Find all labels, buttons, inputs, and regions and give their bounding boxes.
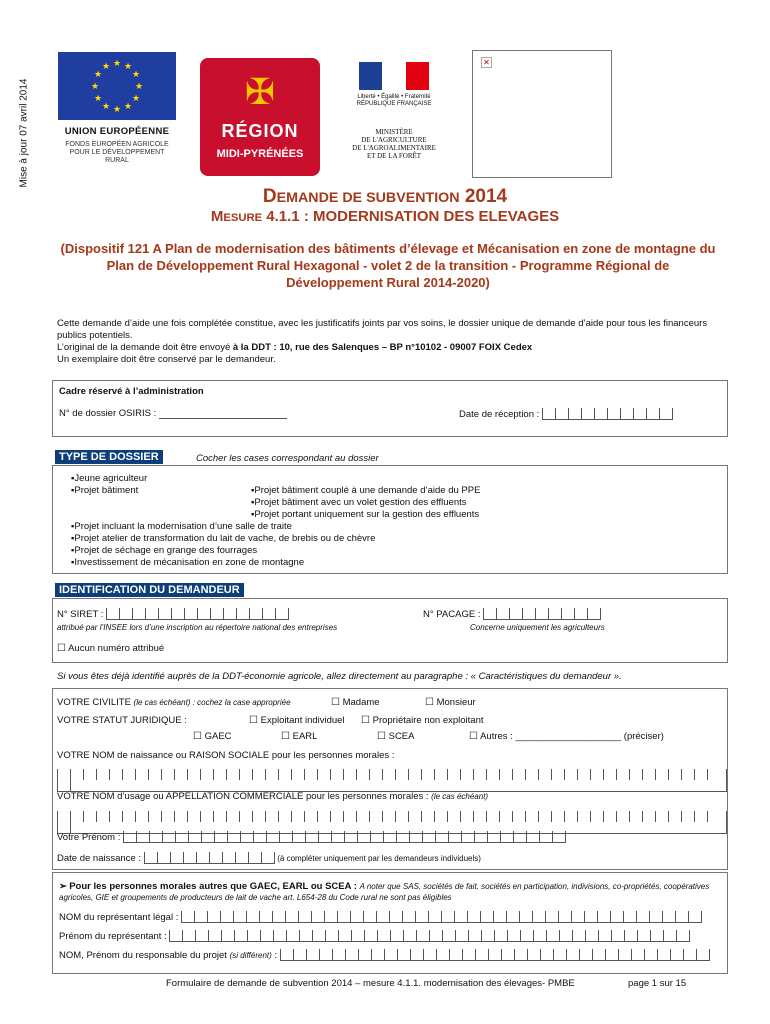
- broken-image-icon: ✕: [481, 57, 492, 68]
- image-placeholder-frame: [472, 50, 612, 178]
- personnes-morales-box: [52, 872, 728, 974]
- svg-text:★: ★: [90, 82, 100, 92]
- earl-checkbox[interactable]: ☐ EARL: [281, 731, 318, 742]
- checkbox-projet-batiment[interactable]: ▪Projet bâtiment: [71, 485, 139, 496]
- ministry-logo: [347, 52, 441, 164]
- eu-stars-icon: [58, 52, 176, 120]
- identification-box: [52, 598, 728, 663]
- svg-text:★: ★: [93, 70, 103, 80]
- checkbox-salle-traite[interactable]: ▪Projet incluant la modernisation d’une salle de traite: [71, 521, 292, 532]
- scea-checkbox[interactable]: ☐ SCEA: [377, 731, 415, 742]
- exploitant-checkbox[interactable]: ☐ Exploitant individuel: [249, 715, 345, 726]
- page-title: DEMANDE DE SUBVENTION 2014: [262, 186, 508, 207]
- svg-text:★: ★: [134, 82, 144, 92]
- occitan-cross-icon: ✠: [244, 71, 276, 112]
- no-number-checkbox[interactable]: ☐ Aucun numéro attribué: [57, 643, 165, 654]
- svg-text:★: ★: [101, 62, 111, 72]
- proprietaire-checkbox[interactable]: ☐ Propriétaire non exploitant: [361, 715, 484, 726]
- page-number: page 1 sur 15: [628, 978, 687, 989]
- admin-reserved-box: [52, 380, 728, 437]
- region-logo: [200, 58, 320, 176]
- already-identified-note: Si vous êtes déjà identifié auprès de la DDT-économie agricole, allez directement au paragraphe : « Caractéristiques du demandeur ».: [57, 671, 622, 682]
- dispositif-description: (Dispositif 121 A Plan de modernisation des bâtiments d’élevage et Mécanisation en zone de montagne du Plan de Développement Rural Hexagonal - volet 2 de la transition - Programme Régional de Développement Rural 2014-2020): [60, 241, 716, 290]
- update-date-text: Mise à jour 07 avril 2014: [18, 78, 30, 188]
- checkbox-mecanisation[interactable]: ▪Investissement de mécanisation en zone de montagne: [71, 557, 305, 568]
- page-subtitle-measure: MESURE 4.1.1 : MODERNISATION DES ELEVAGES: [210, 208, 560, 225]
- date-naissance-field[interactable]: Date de naissance : (à compléter uniquement par les demandeurs individuels): [57, 853, 481, 864]
- type-left-list: [71, 473, 147, 497]
- admin-title: Cadre réservé à l’administration: [59, 386, 204, 397]
- nom-usage-label: VOTRE NOM d’usage ou APPELLATION COMMERCIALE pour les personnes morales : (le cas échéant): [57, 791, 489, 802]
- region-subname: MIDI-PYRÉNÉES: [216, 148, 304, 160]
- civilite-label: VOTRE CIVILITE (le cas échéant) : cochez la case appropriée: [57, 697, 291, 708]
- region-name: RÉGION: [221, 121, 299, 141]
- prenom-representant-field[interactable]: Prénom du représentant :: [59, 930, 690, 942]
- monsieur-checkbox[interactable]: ☐ Monsieur: [425, 697, 476, 708]
- type-bottom-list: [71, 521, 375, 569]
- checkbox-sechage-grange[interactable]: ▪Projet de séchage en grange des fourrages: [71, 545, 258, 556]
- svg-text:★: ★: [112, 59, 122, 69]
- eu-title: UNION EUROPÉENNE: [64, 126, 170, 137]
- svg-text:★: ★: [112, 105, 122, 115]
- svg-text:★: ★: [123, 102, 133, 112]
- siret-note: attribué par l’INSEE lors d’une inscription au répertoire national des entreprises: [57, 623, 338, 632]
- svg-text:★: ★: [131, 70, 141, 80]
- marianne-flag-icon: [359, 62, 429, 90]
- svg-text:★: ★: [123, 62, 133, 72]
- checkbox-atelier-lait[interactable]: ▪Projet atelier de transformation du lait de vache, de brebis ou de chèvre: [71, 533, 376, 544]
- pacage-field[interactable]: N° PACAGE :: [423, 608, 601, 620]
- dossier-number-field[interactable]: N° de dossier OSIRIS :: [59, 408, 287, 419]
- responsable-projet-field[interactable]: NOM, Prénom du responsable du projet (si différent) :: [59, 949, 710, 961]
- nom-naissance-label: VOTRE NOM de naissance ou RAISON SOCIALE pour les personnes morales :: [57, 750, 395, 761]
- type-dossier-header: TYPE DE DOSSIER: [55, 450, 163, 464]
- type-dossier-hint: Cocher les cases correspondant au dossier: [196, 453, 379, 464]
- statut-label: VOTRE STATUT JURIDIQUE :: [57, 715, 187, 726]
- footer-text: Formulaire de demande de subvention 2014 – mesure 4.1.1. modernisation des élevages- PMBE: [166, 978, 575, 989]
- nom-naissance-field[interactable]: [57, 769, 727, 792]
- svg-text:★: ★: [101, 102, 111, 112]
- siret-field[interactable]: N° SIRET :: [57, 608, 289, 620]
- republic-text: Liberté • Égalité • Fraternité RÉPUBLIQUE FRANÇAISE: [356, 94, 432, 107]
- identification-header: IDENTIFICATION DU DEMANDEUR: [55, 583, 244, 597]
- eu-subtitle: FONDS EUROPÉEN AGRICOLE POUR LE DÉVELOPPEMENT RURAL: [65, 141, 169, 164]
- intro-text: Cette demande d’aide une fois complétée constitue, avec les justificatifs joints par vos soins, le dossier unique de demande d’aide pour tous les financeurs publics potentiels. L’original de la demande doit être envoyé à la DDT : 10, rue des Salenques – BP n°10102 - 09007 FOIX Cedex Un exemplaire doit être conservé par le demandeur.: [57, 318, 708, 365]
- svg-text:★: ★: [93, 94, 103, 104]
- pacage-note: Concerne uniquement les agriculteurs: [470, 623, 605, 632]
- gaec-checkbox[interactable]: ☐ GAEC: [193, 731, 232, 742]
- ministry-text: MINISTÈRE DE L'AGRICULTURE DE L'AGROALIMENTAIRE ET DE LA FORÊT: [352, 128, 436, 160]
- arrow-icon: ➢: [59, 881, 67, 892]
- nom-representant-field[interactable]: NOM du représentant légal :: [59, 911, 702, 923]
- svg-text:★: ★: [131, 94, 141, 104]
- type-dossier-box: [52, 465, 728, 574]
- prenom-field[interactable]: Votre Prénom :: [57, 831, 566, 843]
- personnes-morales-heading: ➢ Pour les personnes morales autres que GAEC, EARL ou SCEA : A noter que SAS, sociétés de fait, sociétés en participation, indivisions, co-propriétés, coopératives agricoles, GIE et groupements de producteurs de lait de vache art. L654-28 du Code rural ne sont pas éligibles: [59, 881, 710, 902]
- demandeur-box: [52, 688, 728, 870]
- type-right-list: [251, 485, 480, 521]
- checkbox-gestion-effluents[interactable]: ▪Projet portant uniquement sur la gestion des effluents: [251, 509, 480, 520]
- reception-date-field[interactable]: Date de réception :: [459, 408, 673, 420]
- madame-checkbox[interactable]: ☐ Madame: [331, 697, 380, 708]
- eu-flag-logo: [58, 52, 176, 120]
- checkbox-batiment-ppe[interactable]: ▪Projet bâtiment couplé à une demande d’aide du PPE: [251, 485, 481, 496]
- checkbox-jeune-agriculteur[interactable]: ▪Jeune agriculteur: [71, 473, 148, 484]
- checkbox-batiment-effluents[interactable]: ▪Projet bâtiment avec un volet gestion des effluents: [251, 497, 467, 508]
- autres-checkbox[interactable]: ☐ Autres : ____________________ (préciser): [469, 731, 664, 742]
